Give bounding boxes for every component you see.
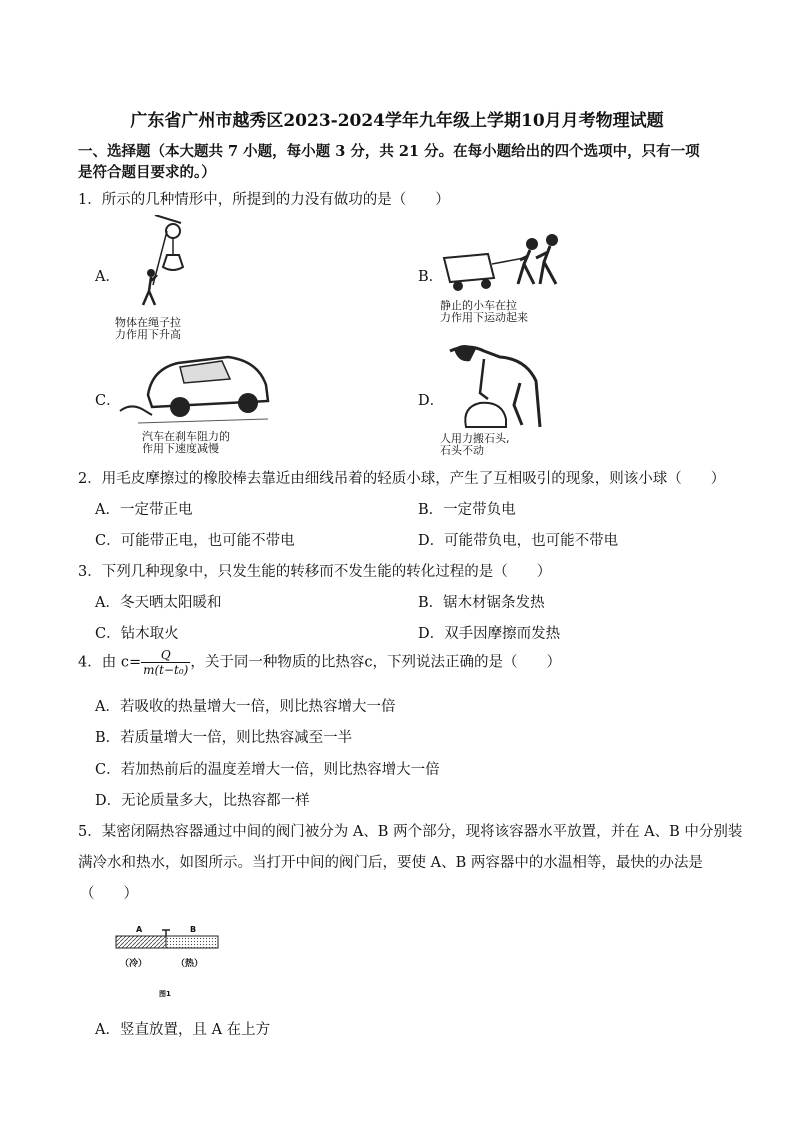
q5-figure-hot-label: （热） [176, 959, 204, 969]
q1-caption-b-line2: 力作用下运动起来 [440, 311, 528, 324]
q4-formula [141, 648, 190, 677]
q4-stem-suffix: ，关于同一种物质的比热容c，下列说法正确的是（ ） [190, 654, 561, 671]
pulley-lift-illustration [115, 215, 225, 313]
q5-figure-cold-label: （冷） [120, 959, 148, 969]
q5-figure-label-b: B [190, 925, 197, 934]
q4-formula-denominator: m(t−t₀) [143, 663, 189, 677]
q3-option-b: B．锯木材锯条发热 [418, 595, 545, 611]
q1-option-d-letter: D． [418, 393, 445, 409]
section-heading-line2: 是符合题目要求的。） [78, 164, 216, 181]
q1-caption-c-line2: 作用下速度减慢 [142, 442, 219, 455]
q3-option-d: D．双手因摩擦而发热 [418, 626, 561, 642]
q1-caption-b-line1: 静止的小车在拉 [440, 299, 517, 312]
page-title: 广东省广州市越秀区2023-2024学年九年级上学期10月月考物理试题 [130, 111, 664, 131]
q1-figure-a [115, 215, 225, 341]
q4-option-d: D．无论质量多大，比热容都一样 [95, 793, 310, 809]
q1-caption-a-line1: 物体在绳子拉 [115, 316, 181, 329]
q1-caption-a-line2: 力作用下升高 [115, 328, 181, 341]
q2-stem: 2．用毛皮摩擦过的橡胶棒去靠近由细线吊着的轻质小球，产生了互相吸引的现象，则该小球（ ） [78, 471, 726, 487]
q4-option-c: C．若加热前后的温度差增大一倍，则比热容增大一倍 [95, 762, 440, 778]
braking-car-illustration [118, 345, 278, 427]
q1-figure-b [440, 228, 570, 323]
q5-option-a: A．竖直放置，且 A 在上方 [95, 1022, 271, 1038]
q2-option-c: C．可能带正电，也可能不带电 [95, 533, 295, 549]
q4-option-a: A．若吸收的热量增大一倍，则比热容增大一倍 [95, 699, 396, 715]
q4-stem [78, 648, 561, 677]
q1-option-a-letter: A． [95, 269, 120, 285]
q5-figure-caption: 图1 [159, 990, 171, 998]
q5-stem-line3: （ ） [80, 886, 138, 902]
q5-figure [112, 922, 224, 1000]
q1-figure-d [440, 343, 560, 455]
q2-option-b: B．一定带负电 [418, 502, 516, 518]
q3-option-c: C．钻木取火 [95, 626, 179, 642]
q4-stem-prefix: 4．由 c= [78, 654, 142, 671]
q5-figure-label-a: A [136, 925, 143, 934]
q1-caption-c-line1: 汽车在刹车阻力的 [142, 430, 230, 443]
q3-stem: 3．下列几种现象中，只发生能的转移而不发生能的转化过程的是（ ） [78, 564, 552, 580]
q1-caption-d-line2: 石头不动 [440, 444, 484, 457]
q5-stem-line2: 满冷水和热水，如图所示。当打开中间的阀门后，要使 A、B 两容器中的水温相等，最快的办法是 [78, 855, 703, 871]
cart-pulling-illustration [440, 228, 570, 296]
q1-caption-d-line1: 人用力搬石头, [440, 432, 510, 445]
q5-stem-line1: 5．某密闭隔热容器通过中间的阀门被分为 A、B 两个部分，现将该容器水平放置，并在 A、B 中分别装 [78, 824, 743, 840]
q1-figure-c [118, 345, 278, 455]
q4-formula-numerator: Q [141, 648, 190, 663]
q2-option-a: A．一定带正电 [95, 502, 193, 518]
q1-stem: 1．所示的几种情形中，所提到的力没有做功的是（ ） [78, 192, 450, 208]
q4-option-b: B．若质量增大一倍，则比热容减至一半 [95, 730, 353, 746]
section-heading-line1: 一、选择题（本大题共 7 小题，每小题 3 分，共 21 分。在每小题给出的四个选项中，只有一项 [78, 143, 700, 160]
lifting-stone-illustration [440, 343, 550, 429]
q1-option-c-letter: C． [95, 393, 121, 409]
q1-option-b-letter: B． [418, 269, 444, 285]
q3-option-a: A．冬天晒太阳暖和 [95, 595, 222, 611]
q2-option-d: D．可能带负电，也可能不带电 [418, 533, 619, 549]
